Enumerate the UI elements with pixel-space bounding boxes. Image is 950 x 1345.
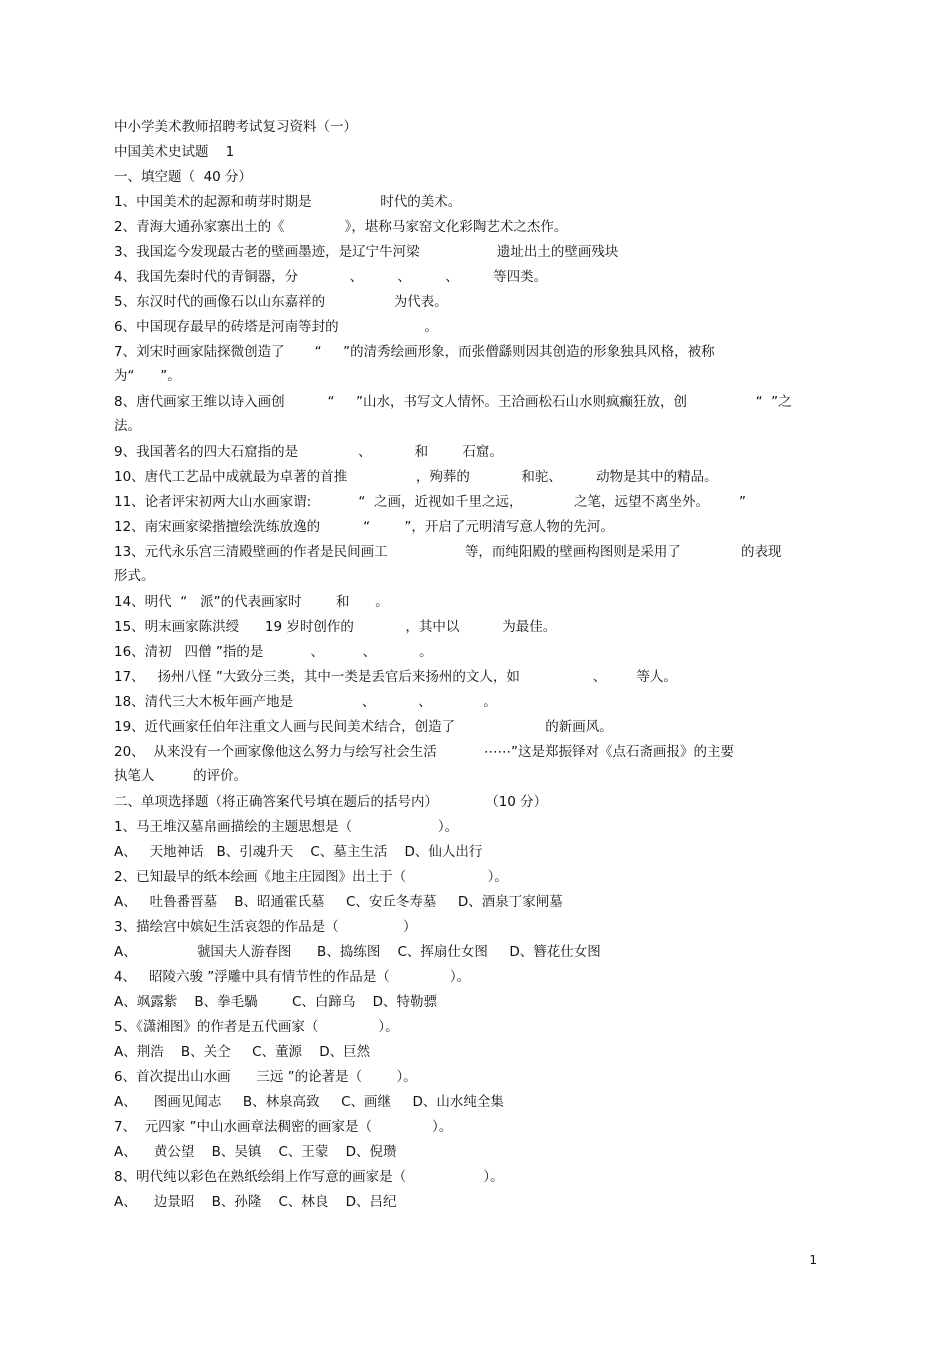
question-13-line-1: 13、元代永乐宫三清殿壁画的作者是民间画工 等，而纯阳殿的壁画构图则是采用了 的表现: [114, 544, 782, 560]
question-19: 19、近代画家任伯年注重文人画与民间美术结合，创造了 的新画风。: [114, 719, 613, 735]
question-1: 1、中国美术的起源和萌芽时期是 时代的美术。: [114, 194, 462, 210]
question-2: 2、青海大通孙家寨出土的《 》，堪称马家窑文化彩陶艺术之杰作。: [114, 219, 568, 235]
question-11: 11、论者评宋初两大山水画家谓: “ 之画，近视如千里之远， 之笔，远望不离坐外。 ”: [114, 494, 747, 510]
choice-options-8: A、 边景昭 B、孙隆 C、林良 D、吕纪: [114, 1194, 397, 1210]
question-17: 17、 扬州八怪 ”大致分三类，其中一类是丢官后来扬州的文人，如 、 等人。: [114, 669, 677, 685]
document-body: [114, 118, 830, 1211]
choice-question-1: 1、马王堆汉墓帛画描绘的主题思想是（ ）。: [114, 819, 459, 835]
choice-question-8: 8、明代纯以彩色在熟纸绘绢上作写意的画家是（ ）。: [114, 1169, 504, 1185]
question-20-line-2: 执笔人 的评价。: [114, 768, 248, 784]
choice-options-5: A、荆浩 B、关仝 C、董源 D、巨然: [114, 1044, 371, 1060]
choice-options-3: A、 虢国夫人游春图 B、捣练图 C、挥扇仕女图 D、簪花仕女图: [114, 944, 601, 960]
question-7-line-2: 为“ ”。: [114, 368, 181, 384]
question-20-line-1: 20、 从来没有一个画家像他这么努力与绘写社会生活 ⋯⋯”这是郑振铎对《点石斋画报》的主要: [114, 744, 734, 760]
choice-question-6: 6、首次提出山水画 三远 ”的论著是（ ）。: [114, 1069, 417, 1085]
question-4: 4、我国先秦时代的青铜器，分 、 、 、 等四类。: [114, 269, 548, 285]
question-6: 6、中国现存最早的砖塔是河南等封的 。: [114, 319, 438, 335]
choice-options-6: A、 图画见闻志 B、林泉高致 C、画继 D、山水纯全集: [114, 1094, 504, 1110]
page-number: 1: [809, 1253, 817, 1267]
question-3: 3、我国迄今发现最古老的壁画墨迹，是辽宁牛河梁 遗址出土的壁画残块: [114, 244, 619, 260]
choice-question-5: 5、《潇湘图》的作者是五代画家（ ）。: [114, 1019, 399, 1035]
doc-subtitle: 中国美术史试题 1: [114, 144, 235, 160]
question-7-line-1: 7、刘宋时画家陆探微创造了 “ ”的清秀绘画形象，而张僧繇则因其创造的形象独具风格，被称: [114, 344, 715, 360]
section-heading-multiple-choice: 二、单项选择题（将正确答案代号填在题后的括号内） （10 分）: [114, 794, 548, 810]
choice-question-7: 7、 元四家 ”中山水画章法稠密的画家是（ ）。: [114, 1119, 453, 1135]
choice-options-4: A、飒露紫 B、拳毛騧 C、白蹄乌 D、特勒骠: [114, 994, 437, 1010]
question-8-line-1: 8、唐代画家王维以诗入画创 “ ”山水，书写文人情怀。王洽画松石山水则疯癫狂放，创 “ ”之: [114, 394, 792, 410]
choice-options-1: A、 天地神话 B、引魂升天 C、墓主生活 D、仙人出行: [114, 844, 483, 860]
question-16: 16、清初 四僧 ”指的是 、 、 。: [114, 644, 433, 660]
choice-question-3: 3、描绘宫中嫔妃生活哀怨的作品是（ ）: [114, 919, 417, 935]
choice-question-2: 2、已知最早的纸本绘画《地主庄园图》出土于（ ）。: [114, 869, 508, 885]
question-13-line-2: 形式。: [114, 568, 155, 584]
question-5: 5、东汉时代的画像石以山东嘉祥的 为代表。: [114, 294, 448, 310]
question-18: 18、清代三大木板年画产地是 、 、 。: [114, 694, 497, 710]
choice-options-2: A、 吐鲁番晋墓 B、昭通霍氏墓 C、安丘冬寿墓 D、酒泉丁家闸墓: [114, 894, 563, 910]
choice-options-7: A、 黄公望 B、吴镇 C、王蒙 D、倪瓒: [114, 1144, 397, 1160]
question-8-line-2: 法。: [114, 418, 141, 434]
question-14: 14、明代 “ 派”的代表画家时 和 。: [114, 594, 389, 610]
doc-title: 中小学美术教师招聘考试复习资料（一）: [114, 119, 357, 135]
question-15: 15、明末画家陈洪绶 19 岁时创作的 ，其中以 为最佳。: [114, 619, 557, 635]
question-12: 12、南宋画家梁揩擅绘洗练放逸的 “ ”，开启了元明清写意人物的先河。: [114, 519, 614, 535]
question-10: 10、唐代工艺品中成就最为卓著的首推 ，殉葬的 和驼、 动物是其中的精品。: [114, 469, 718, 485]
section-heading-fill-blank: 一、填空题（ 40 分）: [114, 169, 253, 185]
question-9: 9、我国著名的四大石窟指的是 、 和 石窟。: [114, 444, 503, 460]
choice-question-4: 4、 昭陵六骏 ”浮雕中具有情节性的作品是（ ）。: [114, 969, 471, 985]
